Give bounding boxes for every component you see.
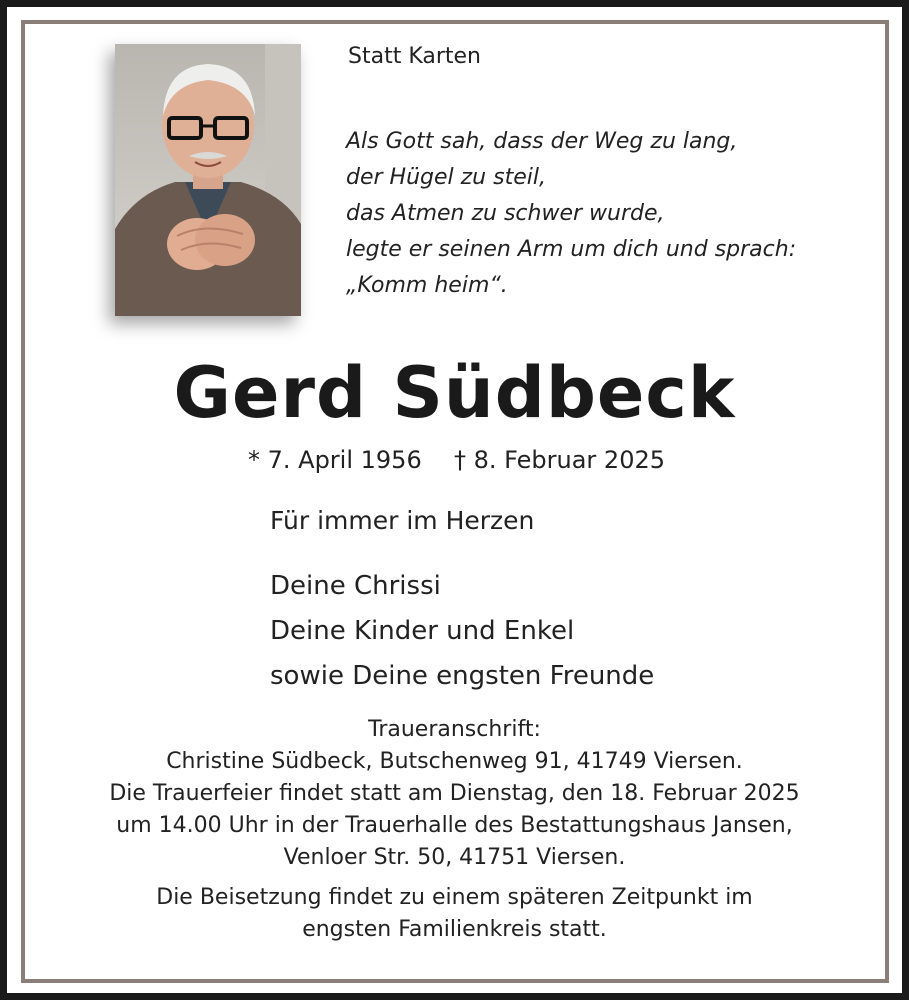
poem-line: Als Gott sah, dass der Weg zu lang, (346, 129, 738, 154)
signer: Deine Chrissi (270, 571, 441, 601)
signer: Deine Kinder und Enkel (270, 616, 575, 646)
portrait-photo (115, 44, 301, 316)
poem-line: „Komm heim“. (346, 273, 508, 298)
death-date: † 8. Februar 2025 (454, 446, 666, 474)
burial-line: Die Beisetzung findet zu einem späteren Zeitpunkt im (156, 885, 753, 910)
address: Christine Südbeck, Butschenweg 91, 41749 Viersen. (166, 749, 743, 774)
poem-line: der Hügel zu steil, (346, 165, 546, 190)
spacer (0, 874, 909, 882)
poem-line: legte er seinen Arm um dich und sprach: (346, 237, 797, 262)
address-label: Traueranschrift: (368, 717, 541, 742)
life-dates (248, 446, 666, 474)
ceremony-line: Venloer Str. 50, 41751 Viersen. (283, 845, 626, 870)
birth-date: * 7. April 1956 (248, 446, 422, 474)
ceremony-line: um 14.00 Uhr in der Trauerhalle des Bestattungshaus Jansen, (116, 813, 793, 838)
funeral-info (0, 714, 909, 946)
signer: sowie Deine engsten Freunde (270, 661, 655, 691)
statt-karten-label: Statt Karten (348, 44, 481, 69)
farewell-text: Für immer im Herzen (270, 506, 535, 535)
signers-list (270, 564, 654, 699)
poem-line: das Atmen zu schwer wurde, (346, 201, 665, 226)
ceremony-line: Die Trauerfeier findet statt am Dienstag, den 18. Februar 2025 (109, 781, 800, 806)
poem (346, 124, 796, 304)
burial-line: engsten Familienkreis statt. (302, 917, 607, 942)
deceased-name: Gerd Südbeck (173, 352, 736, 434)
